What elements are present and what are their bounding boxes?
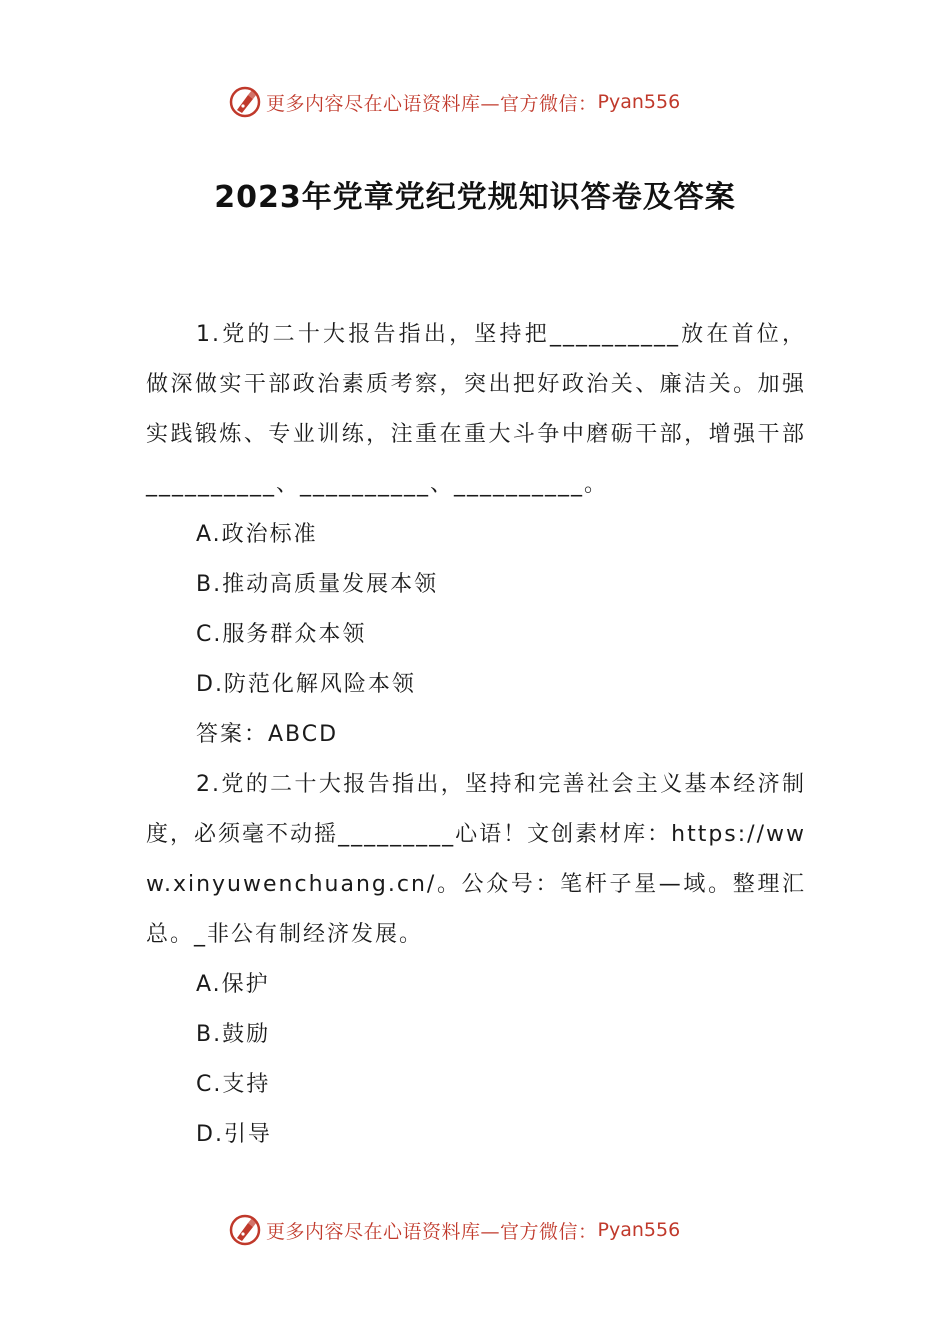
header-banner-text: 更多内容尽在心语资料库—官方微信： [266, 92, 598, 115]
question-2-option-b: B.鼓励 [196, 1022, 271, 1047]
header-banner [228, 82, 748, 122]
footer-wechat-id: Pyan556 [597, 1219, 681, 1241]
question-2-stem: 2.党的二十大报告指出，坚持和完善社会主义基本经济制度，必须毫不动摇_________心语！文创素材库：https://www.xinyuwenchuang.cn/。公众号：笔杆子星—域。整理汇总。_非公有制经济发展。 [146, 772, 806, 947]
header-wechat-id: Pyan556 [597, 91, 681, 113]
pen-nib-logo-icon [228, 85, 262, 119]
question-2-option-d: D.引导 [196, 1122, 272, 1147]
footer-banner [228, 1210, 748, 1250]
question-1-option-d: D.防范化解风险本领 [196, 672, 416, 697]
document-body [146, 310, 806, 1160]
question-2-option-a: A.保护 [196, 972, 270, 997]
question-1-option-a: A.政治标准 [196, 522, 318, 547]
question-2-option-c: C.支持 [196, 1072, 271, 1097]
question-1-answer: 答案：ABCD [196, 722, 339, 747]
footer-banner-text: 更多内容尽在心语资料库—官方微信： [266, 1220, 598, 1243]
pen-nib-logo-icon [228, 1213, 262, 1247]
question-1-option-b: B.推动高质量发展本领 [196, 572, 439, 597]
document-title: 2023年党章党纪党规知识答卷及答案 [214, 180, 736, 215]
question-1-option-c: C.服务群众本领 [196, 622, 367, 647]
question-1-stem: 1.党的二十大报告指出，坚持把__________放在首位，做深做实干部政治素质考察，突出把好政治关、廉洁关。加强实践锻炼、专业训练，注重在重大斗争中磨砺干部，增强干部__________、__________、__________。 [146, 322, 806, 497]
